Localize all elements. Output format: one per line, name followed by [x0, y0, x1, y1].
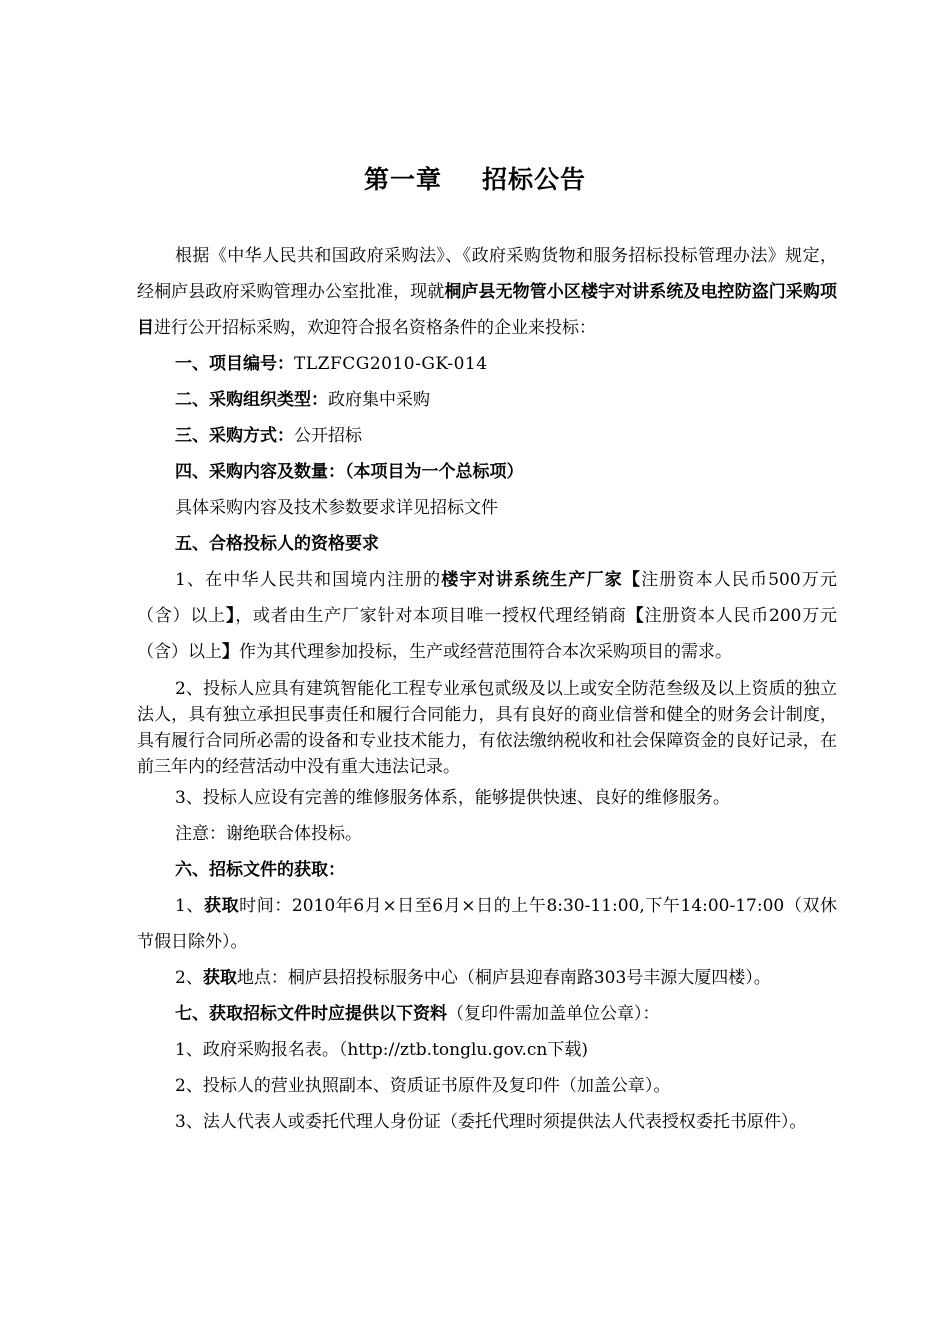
q1-bold-4: 】 — [222, 642, 239, 662]
project-number-line — [137, 346, 837, 382]
obtain-place-prefix: 2、 — [175, 968, 203, 988]
q1-bold-2: 】 — [225, 606, 236, 626]
q1-text-3: ，或者由生产厂家针对本项目唯一授权代理经销商 — [235, 606, 627, 626]
chapter-name: 招标公告 — [482, 165, 587, 194]
document-item-3: 3、法人代表人或委托代理人身份证（委托代理时须提供法人代表授权委托书原件）。 — [175, 1112, 807, 1132]
document-item-1: 1、政府采购报名表。（http://ztb.tonglu.gov.cn下载) — [175, 1040, 588, 1060]
content-heading: 四、采购内容及数量：（本项目为一个总标项） — [175, 462, 524, 482]
org-type-line — [137, 382, 837, 418]
intro-paragraph — [137, 238, 837, 346]
document-body — [137, 238, 837, 1140]
obtain-time-prefix: 1、 — [175, 896, 204, 916]
qualification-1 — [137, 562, 837, 670]
obtain-time-bold: 获取 — [203, 896, 240, 916]
obtain-heading: 六、招标文件的获取： — [175, 860, 345, 880]
intro-text-2: 进行公开招标采购，欢迎符合报名资格条件的企业来投标： — [154, 318, 596, 338]
intro-text-1: 根据《中华人民共和国政府采购法》、《政府采购货物和服务招标投标管理办法》规定，经桐庐县政府采购管理办公室批准，现就 — [137, 246, 837, 302]
project-number-value: TLZFCG2010-GK-014 — [294, 354, 488, 374]
q1-text-2: 注册资本人民币500万元（含）以上 — [137, 570, 837, 626]
obtain-place — [137, 960, 837, 996]
qualification-3: 3、投标人应设有完善的维修服务体系，能够提供快速、良好的维修服务。 — [175, 788, 730, 808]
obtain-time-text: 时间：2010年6月×日至6月×日的上午8:30-11:00,下午14:00-17:00（双休节假日除外）。 — [137, 896, 837, 952]
method-line — [137, 418, 837, 454]
document-item-2: 2、投标人的营业执照副本、资质证书原件及复印件（加盖公章）。 — [175, 1076, 671, 1096]
obtain-place-bold: 获取 — [202, 968, 237, 988]
page-title — [0, 160, 950, 196]
qualification-heading: 五、合格投标人的资格要求 — [175, 534, 379, 554]
q1-text-1: 1、在中华人民共和国境内注册的 — [175, 570, 442, 590]
project-name: 桐庐县无物管小区楼宇对讲系统及电控防盗门采购项目 — [137, 282, 838, 338]
obtain-place-text: 地点：桐庐县招投标服务中心（桐庐县迎春南路303号丰源大厦四楼）。 — [236, 968, 771, 988]
org-type-value: 政府集中采购 — [328, 390, 430, 410]
project-number-label: 一、项目编号： — [175, 354, 294, 374]
org-type-label: 二、采购组织类型： — [175, 390, 328, 410]
obtain-time — [137, 888, 837, 960]
documents-heading-rest: （复印件需加盖单位公章）： — [447, 1004, 660, 1024]
documents-heading — [137, 996, 837, 1032]
q1-bold-1: 楼宇对讲系统生产厂家【 — [441, 570, 642, 590]
method-value: 公开招标 — [294, 426, 362, 446]
documents-heading-bold: 七、获取招标文件时应提供以下资料 — [175, 1004, 447, 1024]
q1-text-5: 作为其代理参加投标，生产或经营范围符合本次采购项目的需求。 — [239, 642, 732, 662]
q1-text-4: 注册资本人民币200万元（含）以上 — [137, 606, 838, 662]
qualification-2: 2、投标人应具有建筑智能化工程专业承包贰级及以上或安全防范叁级及以上资质的独立法人，具有独立承担民事责任和履行合同能力，具有良好的商业信誉和健全的财务会计制度，具有履行合同所必需的设备和专业技术能力，有依法缴纳税收和社会保障资金的良好记录，在前三年内的经营活动中没有重大违法记录。 — [137, 679, 837, 777]
note-line: 注意：谢绝联合体投标。 — [175, 824, 362, 844]
method-label: 三、采购方式： — [175, 426, 294, 446]
q1-bold-3: 【 — [626, 606, 645, 626]
chapter-number: 第一章 — [363, 165, 442, 194]
content-detail: 具体采购内容及技术参数要求详见招标文件 — [175, 498, 498, 518]
